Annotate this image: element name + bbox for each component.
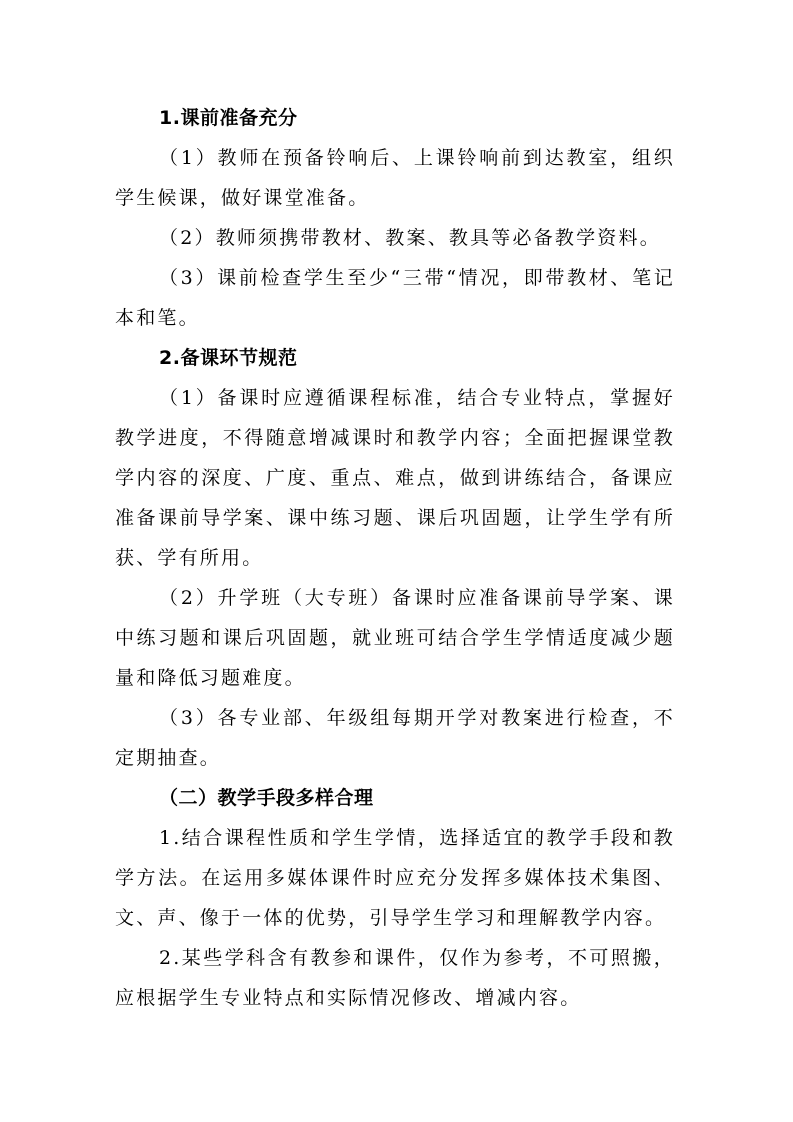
section-heading-lesson-planning: 2.备课环节规范	[159, 347, 298, 369]
paragraph-reference-materials: 2.某些学科含有教参和课件，仅作为参考，不可照搬，应根据学生专业特点和实际情况修改、增减内容。	[115, 947, 675, 1009]
paragraph-follow-standards: （1）备课时应遵循课程标准，结合专业特点，掌握好教学进度，不得随意增减课时和教学内容；全面把握课堂教学内容的深度、广度、重点、难点，做到讲练结合，备课应准备课前导学案、课中练习题、课后巩固题，让学生学有所获、学有所用。	[115, 387, 675, 569]
paragraph-plan-inspection: （3）各专业部、年级组每期开学对教案进行检查，不定期抽查。	[115, 707, 675, 769]
section-heading-class-preparation: 1.课前准备充分	[159, 107, 298, 129]
section-heading-teaching-methods: （二）教学手段多样合理	[159, 787, 374, 809]
paragraph-check-students: （3）课前检查学生至少“三带“情况，即带教材、笔记本和笔。	[115, 267, 675, 329]
paragraph-advanced-classes: （2）升学班（大专班）备课时应准备课前导学案、课中练习题和课后巩固题，就业班可结合学生学情适度减少题量和降低习题难度。	[115, 587, 675, 689]
paragraph-bring-materials: （2）教师须携带教材、教案、教具等必备教学资料。	[159, 227, 661, 249]
paragraph-choose-methods: 1.结合课程性质和学生学情，选择适宜的教学手段和教学方法。在运用多媒体课件时应充分发挥多媒体技术集图、文、声、像于一体的优势，引导学生学习和理解教学内容。	[115, 827, 675, 929]
document-page	[115, 98, 675, 1018]
paragraph-arrive-early: （1）教师在预备铃响后、上课铃响前到达教室，组织学生候课，做好课堂准备。	[115, 147, 675, 209]
